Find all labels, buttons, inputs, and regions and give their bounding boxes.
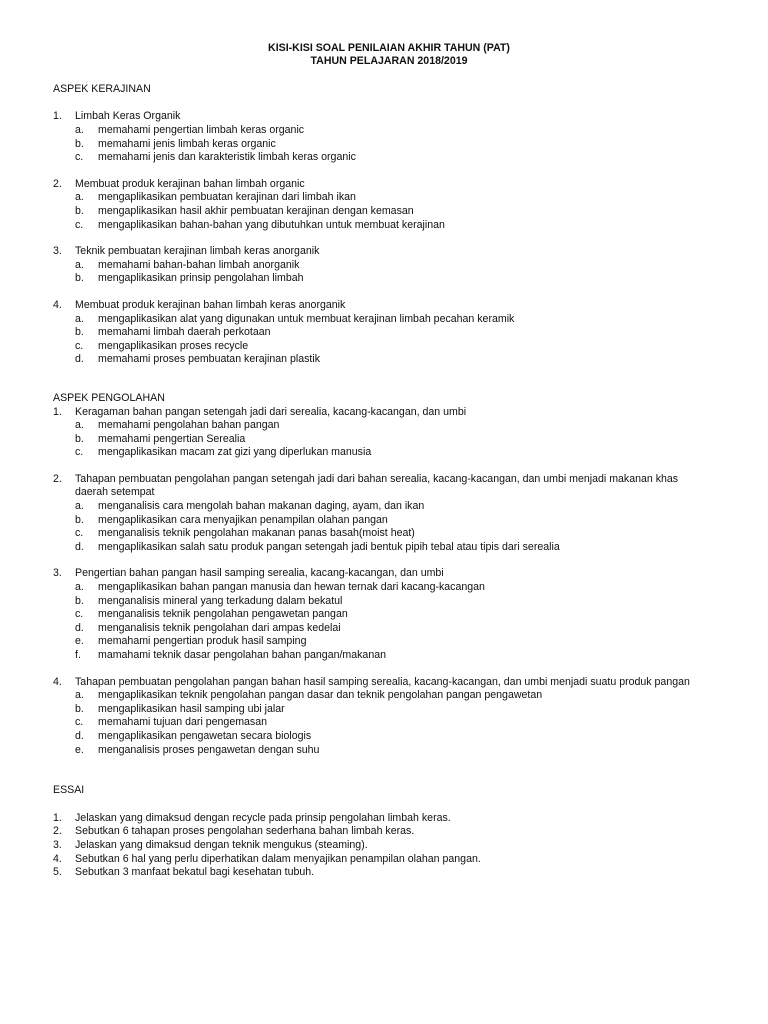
spacer xyxy=(53,798,713,812)
sub-item xyxy=(75,703,713,717)
sub-letter: f. xyxy=(75,649,81,661)
sub-item xyxy=(75,353,713,367)
sub-letter: e. xyxy=(75,743,84,756)
sub-letter: d. xyxy=(75,729,84,742)
sub-text: mamahami teknik dasar pengolahan bahan pangan/makanan xyxy=(98,649,386,661)
sub-text: memahami pengertian Serealia xyxy=(98,432,246,445)
sub-item xyxy=(75,689,713,703)
sub-item xyxy=(75,433,713,447)
sub-list xyxy=(53,419,713,460)
essay-text: Jelaskan yang dimaksud dengan recycle pada prinsip pengolahan limbah keras. xyxy=(75,811,451,824)
sub-letter: b. xyxy=(75,432,84,445)
sub-letter: c. xyxy=(75,339,84,352)
essay-text: Sebutkan 6 tahapan proses pengolahan sederhana bahan limbah keras. xyxy=(75,825,415,838)
question-number: 3. xyxy=(53,245,62,258)
sub-item xyxy=(75,730,713,744)
question xyxy=(53,676,713,690)
question-number: 3. xyxy=(53,567,62,580)
sub-text: memahami proses pembuatan kerajinan plastik xyxy=(98,353,320,366)
sub-list xyxy=(53,313,713,367)
question xyxy=(53,110,713,124)
sub-letter: b. xyxy=(75,204,84,217)
sub-text: mengaplikasikan proses recycle xyxy=(98,339,249,352)
sub-list xyxy=(53,191,713,232)
question-number: 2. xyxy=(53,472,62,485)
sub-text: memahami pengertian limbah keras organic xyxy=(98,124,305,136)
question xyxy=(53,299,713,313)
question-text: Membuat produk kerajinan bahan limbah keras anorganik xyxy=(75,298,346,311)
question xyxy=(53,245,713,259)
question-number: 4. xyxy=(53,298,62,311)
sub-text: memahami tujuan dari pengemasan xyxy=(98,716,268,729)
sub-item xyxy=(75,649,713,663)
sub-item xyxy=(75,622,713,636)
sub-text: menganalisis mineral yang terkadung dalam bekatul xyxy=(98,594,343,607)
spacer xyxy=(53,165,713,178)
sub-item xyxy=(75,446,713,460)
sub-letter: c. xyxy=(75,151,84,164)
spacer xyxy=(53,367,713,380)
sub-item xyxy=(75,326,713,340)
sub-letter: b. xyxy=(75,137,84,150)
question-text: Keragaman bahan pangan setengah jadi dari serealia, kacang-kacangan, dan umbi xyxy=(75,405,467,418)
spacer xyxy=(53,663,713,676)
sub-text: memahami pengertian produk hasil samping xyxy=(98,635,307,648)
sub-letter: a. xyxy=(75,258,84,271)
sub-text: mengaplikasikan alat yang digunakan untuk membuat kerajinan limbah pecahan keramik xyxy=(98,312,515,325)
essay-item xyxy=(53,812,713,826)
essay-heading: ESSAI xyxy=(53,784,85,797)
sub-letter: b. xyxy=(75,326,84,339)
sub-text: memahami pengolahan bahan pangan xyxy=(98,419,280,432)
question-number: 1. xyxy=(53,405,62,418)
sub-list xyxy=(53,124,713,165)
sub-text: menganalisis teknik pengolahan dari ampas kedelai xyxy=(98,621,341,634)
title-line-2: TAHUN PELAJARAN 2018/2019 xyxy=(310,55,468,68)
essay-item xyxy=(53,825,713,839)
question-text: Tahapan pembuatan pengolahan pangan bahan hasil samping serealia, kacang-kacangan, dan umbi menjadi suatu produk pangan xyxy=(75,675,690,688)
sub-text: menganalisis teknik pengolahan makanan panas basah(moist heat) xyxy=(98,527,415,540)
question xyxy=(53,178,713,192)
sub-text: mengaplikasikan macam zat gizi yang diperlukan manusia xyxy=(98,446,372,459)
sub-item xyxy=(75,419,713,433)
sub-text: mengaplikasikan salah satu produk pangan setengah jadi bentuk pipih tebal atau tipis dari serealia xyxy=(98,540,560,553)
sub-letter: a. xyxy=(75,419,84,432)
sub-item xyxy=(75,340,713,354)
sub-letter: c. xyxy=(75,446,84,459)
sub-item xyxy=(75,608,713,622)
sub-item xyxy=(75,635,713,649)
essay-text: Sebutkan 6 hal yang perlu diperhatikan dalam menyajikan penampilan olahan pangan. xyxy=(75,852,481,865)
spacer xyxy=(53,757,713,784)
sub-letter: d. xyxy=(75,353,84,366)
sub-item xyxy=(75,514,713,528)
sub-text: menganalisis cara mengolah bahan makanan daging, ayam, dan ikan xyxy=(98,500,425,513)
spacer xyxy=(53,232,713,245)
question xyxy=(53,473,713,500)
sub-item xyxy=(75,313,713,327)
sub-list xyxy=(53,689,713,757)
spacer xyxy=(53,286,713,299)
essay-text: Jelaskan yang dimaksud dengan teknik mengukus (steaming). xyxy=(75,838,368,851)
essay-item xyxy=(53,839,713,853)
question-text: Tahapan pembuatan pengolahan pangan setengah jadi dari bahan serealia, kacang-kacangan, dan umbi menjadi makanan khas daerah setempat xyxy=(75,472,679,499)
sub-list xyxy=(53,500,713,554)
essay-section xyxy=(53,757,713,880)
sub-item xyxy=(75,527,713,541)
sub-letter: a. xyxy=(75,581,84,594)
sub-letter: c. xyxy=(75,716,84,729)
essay-number: 2. xyxy=(53,825,62,838)
sub-letter: d. xyxy=(75,621,84,634)
spacer xyxy=(53,96,713,110)
sub-text: mengaplikasikan prinsip pengolahan limbah xyxy=(98,272,304,285)
sub-text: menganalisis teknik pengolahan pengawetan pangan xyxy=(98,608,348,621)
document-page xyxy=(53,42,713,880)
sub-text: mengaplikasikan cara menyajikan penampilan olahan pangan xyxy=(98,513,388,526)
sub-item xyxy=(75,272,713,286)
question-text: Teknik pembuatan kerajinan limbah keras anorganik xyxy=(75,245,320,258)
sub-item xyxy=(75,744,713,758)
sub-letter: b. xyxy=(75,272,84,285)
question-number: 2. xyxy=(53,177,62,190)
sub-letter: c. xyxy=(75,218,84,231)
sub-item xyxy=(75,541,713,555)
sub-letter: a. xyxy=(75,689,84,702)
question-text: Pengertian bahan pangan hasil samping serealia, kacang-kacangan, dan umbi xyxy=(75,567,444,580)
essay-number: 1. xyxy=(53,811,62,824)
sub-text: mengaplikasikan bahan-bahan yang dibutuhkan untuk membuat kerajinan xyxy=(98,218,445,231)
sub-text: mengaplikasikan teknik pengolahan pangan dasar dan teknik pengolahan pangan pengawetan xyxy=(98,689,543,702)
sub-letter: a. xyxy=(75,312,84,325)
sub-text: mengaplikasikan bahan pangan manusia dan hewan ternak dari kacang-kacangan xyxy=(98,581,485,594)
sub-item xyxy=(75,595,713,609)
sub-item xyxy=(75,716,713,730)
sub-letter: a. xyxy=(75,124,84,136)
sub-list xyxy=(53,259,713,286)
sub-letter: a. xyxy=(75,500,84,513)
sub-letter: e. xyxy=(75,635,84,648)
question-text: Limbah Keras Organik xyxy=(75,110,181,123)
essay-number: 4. xyxy=(53,852,62,865)
essay-text: Sebutkan 3 manfaat bekatul bagi kesehatan tubuh. xyxy=(75,866,315,879)
essay-item xyxy=(53,866,713,880)
sub-item xyxy=(75,205,713,219)
sub-letter: b. xyxy=(75,594,84,607)
essay-list xyxy=(53,812,713,880)
question-number: 4. xyxy=(53,675,62,688)
sections xyxy=(53,83,713,757)
essay-number: 5. xyxy=(53,866,62,879)
sub-item xyxy=(75,151,713,165)
sub-text: memahami jenis limbah keras organic xyxy=(98,137,276,150)
sub-item xyxy=(75,219,713,233)
section-heading: ASPEK PENGOLAHAN xyxy=(53,391,165,404)
sub-item xyxy=(75,124,713,138)
sub-text: menganalisis proses pengawetan dengan suhu xyxy=(98,743,320,756)
question xyxy=(53,567,713,581)
section-heading: ASPEK KERAJINAN xyxy=(53,82,151,95)
sub-item xyxy=(75,259,713,273)
sub-letter: d. xyxy=(75,540,84,553)
spacer xyxy=(53,460,713,473)
sub-letter: b. xyxy=(75,513,84,526)
sub-letter: a. xyxy=(75,191,84,204)
sub-text: mengaplikasikan hasil akhir pembuatan kerajinan dengan kemasan xyxy=(98,204,414,217)
question xyxy=(53,406,713,420)
question-number: 1. xyxy=(53,110,62,123)
title-line-1: KISI-KISI SOAL PENILAIAN AKHIR TAHUN (PAT) xyxy=(268,42,510,54)
essay-number: 3. xyxy=(53,838,62,851)
spacer xyxy=(53,554,713,567)
sub-text: memahami bahan-bahan limbah anorganik xyxy=(98,258,300,271)
question-text: Membuat produk kerajinan bahan limbah organic xyxy=(75,177,305,190)
sub-letter: c. xyxy=(75,608,84,621)
sub-item xyxy=(75,581,713,595)
sub-text: mengaplikasikan pengawetan secara biologis xyxy=(98,729,312,742)
sub-item xyxy=(75,500,713,514)
sub-item xyxy=(75,138,713,152)
sub-list xyxy=(53,581,713,663)
essay-item xyxy=(53,853,713,867)
sub-text: memahami limbah daerah perkotaan xyxy=(98,326,271,339)
sub-text: memahami jenis dan karakteristik limbah keras organic xyxy=(98,151,356,164)
sub-letter: b. xyxy=(75,702,84,715)
sub-item xyxy=(75,191,713,205)
sub-letter: c. xyxy=(75,527,84,540)
sub-text: mengaplikasikan hasil samping ubi jalar xyxy=(98,702,285,715)
sub-text: mengaplikasikan pembuatan kerajinan dari limbah ikan xyxy=(98,191,356,204)
